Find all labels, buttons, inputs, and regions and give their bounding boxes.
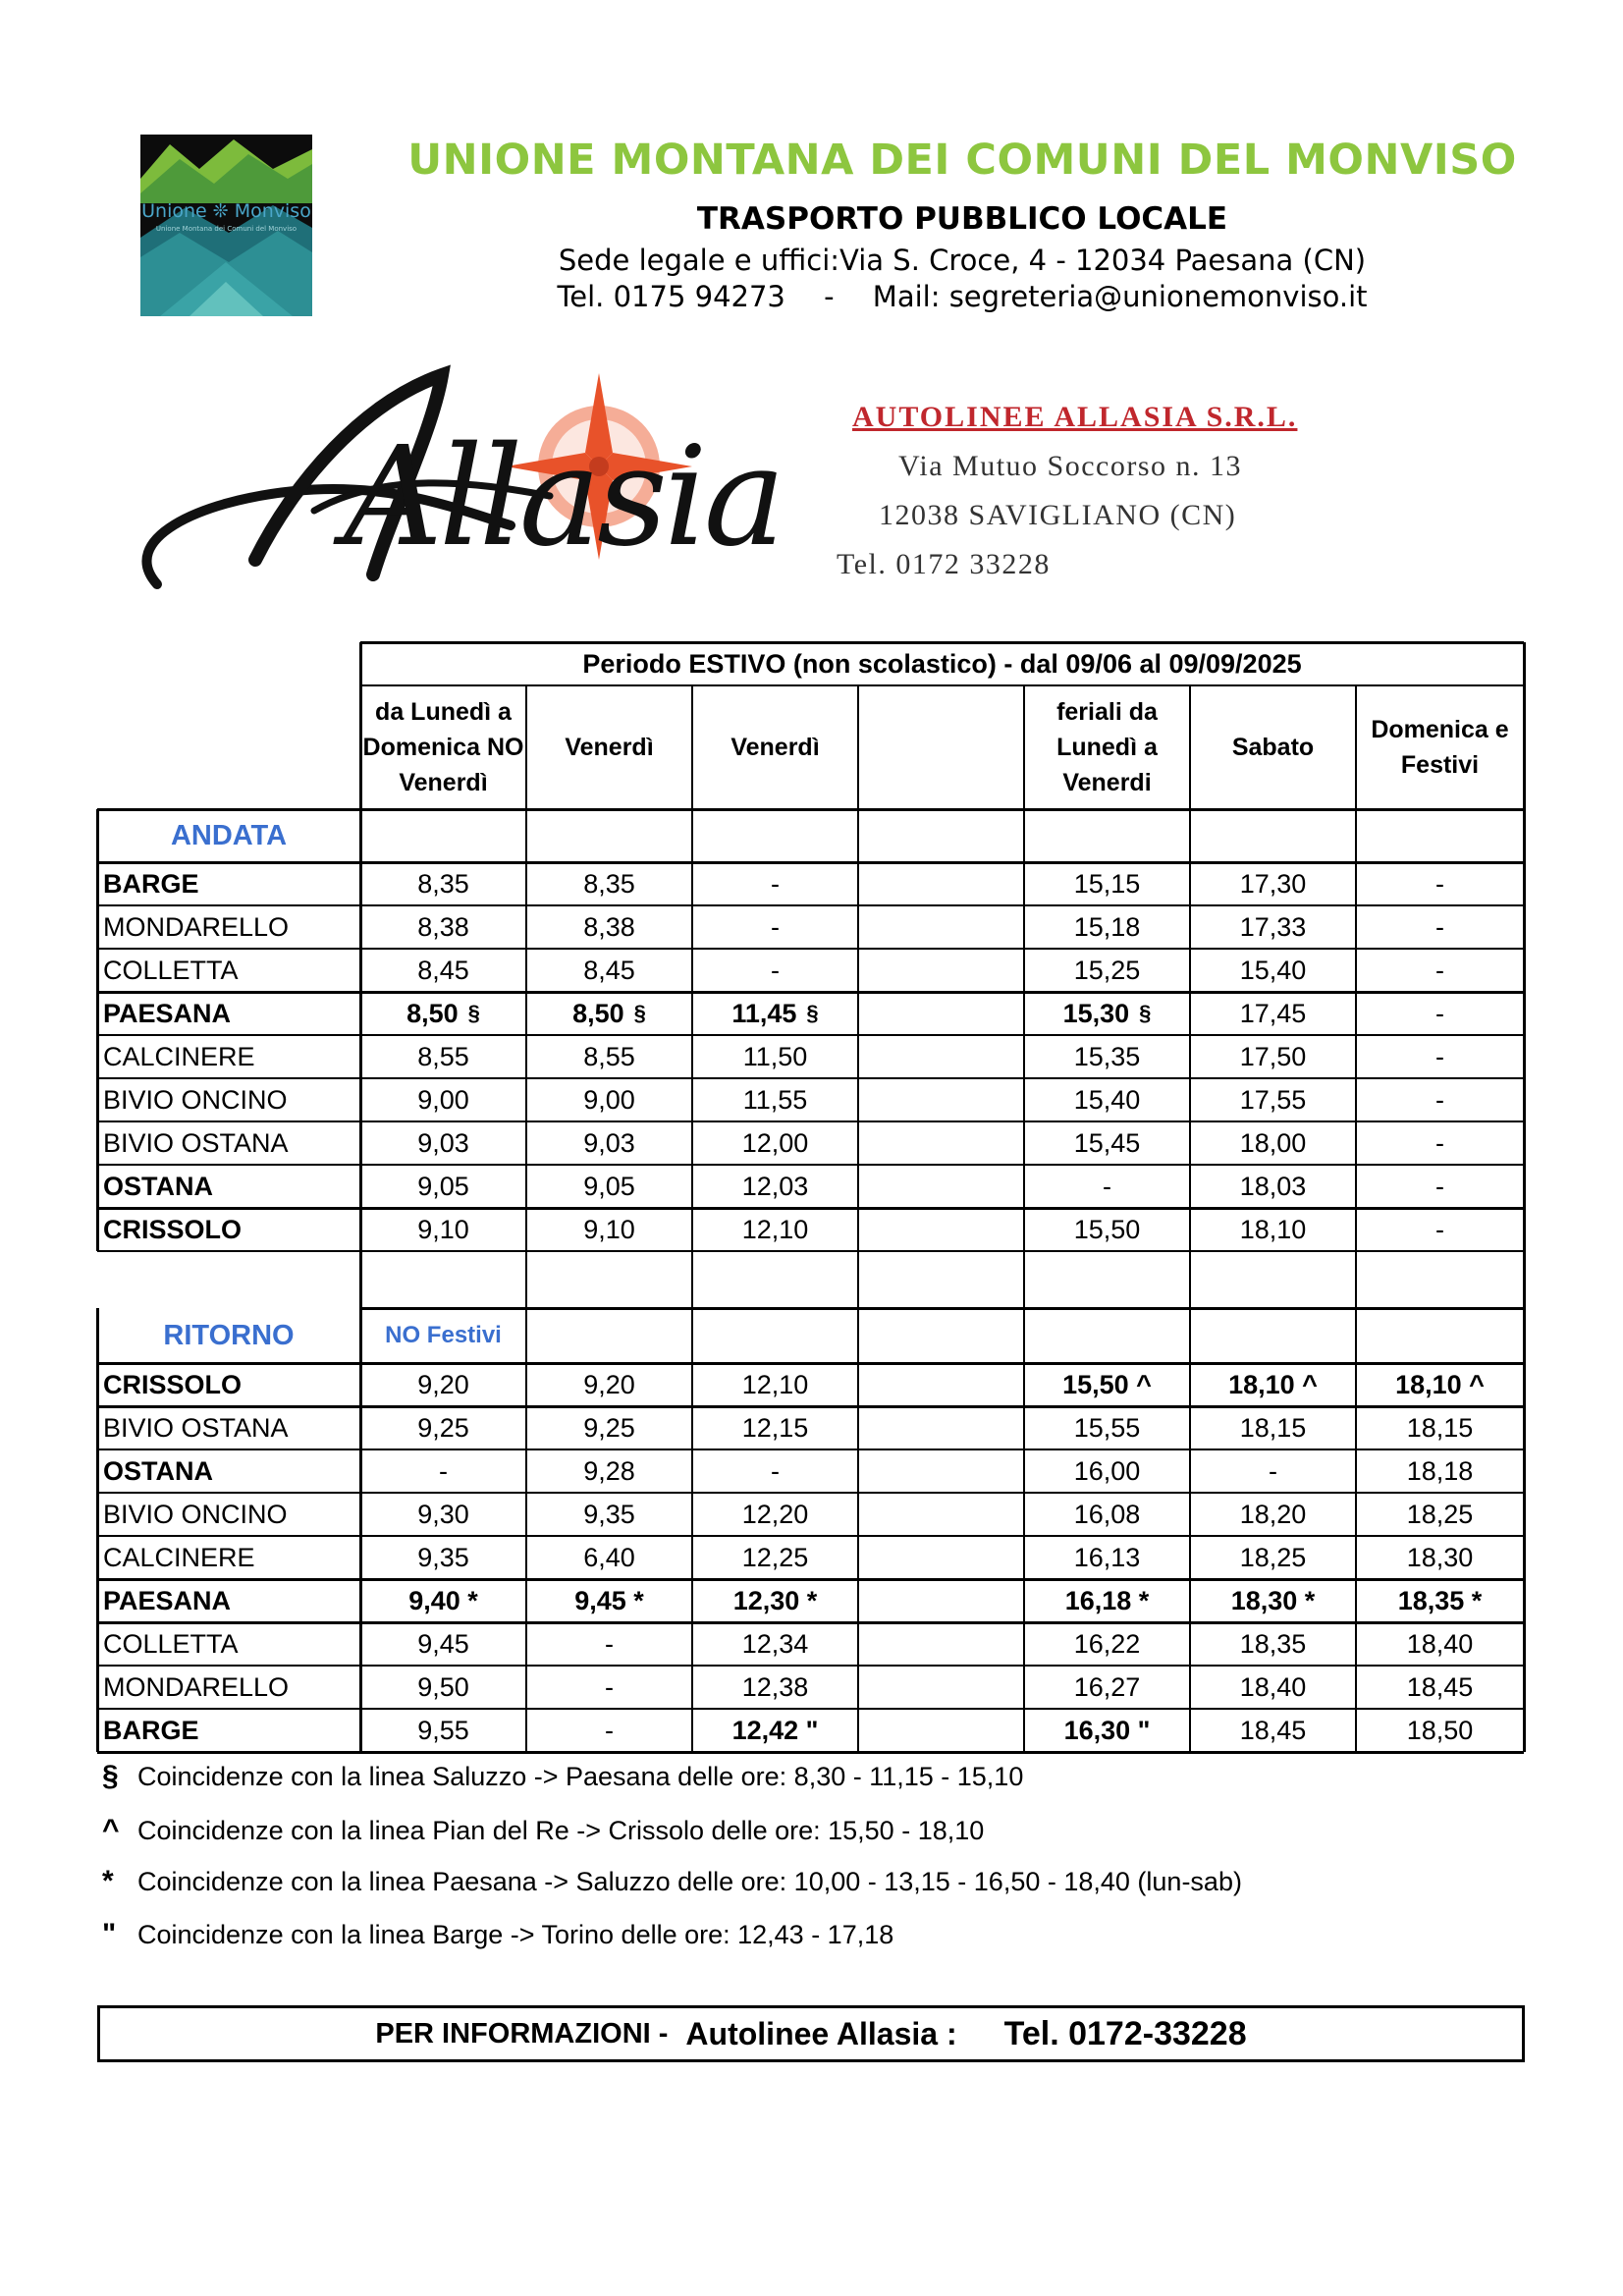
time-cell: 15,15 [1073,868,1141,899]
allasia-tel: Tel. 0172 33228 [837,548,1051,580]
time-cell: 8,50 § [406,998,480,1028]
stop-name: OSTANA [103,1455,213,1486]
time-cell: 9,03 [417,1127,469,1158]
time-cell: 17,50 [1239,1041,1307,1071]
time-cell: 9,05 [417,1171,469,1201]
time-cell: 9,55 [417,1715,469,1745]
time-cell: 15,18 [1073,911,1141,942]
time-cell: 9,10 [583,1214,635,1244]
time-cell [858,1165,1024,1208]
time-cell: 18,30 [1406,1542,1474,1572]
time-cell [858,1579,1024,1622]
grid-line [525,685,527,1752]
time-cell: 16,13 [1073,1542,1141,1572]
time-cell: 16,08 [1073,1499,1141,1529]
stop-name: BIVIO OSTANA [103,1127,289,1158]
time-cell [858,1622,1024,1666]
time-cell: - [1435,998,1444,1028]
stop-name: MONDARELLO [103,1671,290,1702]
time-cell: 18,25 [1239,1542,1307,1572]
time-cell: - [1103,1171,1111,1201]
time-cell: 18,15 [1406,1412,1474,1443]
time-cell: - [605,1715,614,1745]
time-cell: 12,20 [741,1499,809,1529]
org-mail[interactable]: Mail: segreteria@unionemonviso.it [872,280,1368,313]
time-cell: - [1435,1214,1444,1244]
allasia-company: AUTOLINEE ALLASIA S.R.L. [852,401,1298,433]
time-cell: 15,40 [1239,955,1307,985]
time-cell: 15,40 [1073,1084,1141,1115]
coincidence-mark: § [633,1001,646,1025]
time-cell [858,1536,1024,1579]
time-cell: 12,15 [741,1412,809,1443]
time-cell: 17,33 [1239,911,1307,942]
time-cell: 8,50 § [572,998,646,1028]
stop-name: BARGE [103,868,199,899]
time-cell: 18,15 [1239,1412,1307,1443]
time-cell: 9,25 [583,1412,635,1443]
stop-name: BIVIO OSTANA [103,1412,289,1443]
time-cell: 18,35 * [1397,1585,1483,1615]
time-cell: - [1435,955,1444,985]
time-cell: 9,10 [417,1214,469,1244]
time-cell [858,992,1024,1035]
stop-name: CALCINERE [103,1542,255,1572]
info-company: Autolinee Allasia : [685,2015,957,2051]
time-cell: 9,20 [583,1369,635,1399]
time-cell: 9,00 [583,1084,635,1115]
period-header: Periodo ESTIVO (non scolastico) - dal 09/06 al 09/09/2025 [582,648,1302,679]
time-cell: 16,18 * [1064,1585,1150,1615]
time-cell: 9,35 [417,1542,469,1572]
time-cell: 18,25 [1406,1499,1474,1529]
allasia-city: 12038 SAVIGLIANO (CN) [879,499,1237,531]
time-cell: 12,30 * [732,1585,818,1615]
time-cell: - [605,1671,614,1702]
logo-text: Unione ❊ Monviso [141,200,311,222]
time-cell: 16,30 " [1063,1715,1151,1745]
info-tel: Tel. 0172-33228 [1003,2014,1247,2052]
time-cell: 16,27 [1073,1671,1141,1702]
time-cell: 18,40 [1239,1671,1307,1702]
stop-name: PAESANA [103,998,232,1028]
grid-line [1523,642,1526,1752]
column-header: da Lunedì a Domenica NO Venerdì [362,698,524,796]
time-cell: 18,45 [1406,1671,1474,1702]
time-cell: - [771,868,780,899]
grid-line [97,1250,1524,1252]
grid-line [96,809,99,1251]
time-cell: 9,45 * [574,1585,644,1615]
time-cell: 17,30 [1239,868,1307,899]
ritorno-note: NO Festivi [385,1322,502,1348]
info-label: PER INFORMAZIONI - [375,2017,669,2050]
grid-line [691,685,693,1752]
time-cell: 12,42 " [731,1715,819,1745]
time-cell [858,862,1024,905]
stop-name: COLLETTA [103,955,239,985]
time-cell: 9,25 [417,1412,469,1443]
time-cell: - [605,1628,614,1659]
time-cell: 18,18 [1406,1455,1474,1486]
time-cell: 8,55 [417,1041,469,1071]
time-cell: 9,30 [417,1499,469,1529]
time-cell: 18,10 ^ [1228,1369,1318,1399]
time-cell: 8,35 [583,868,635,899]
time-cell: - [1435,1171,1444,1201]
time-cell: 12,10 [741,1214,809,1244]
time-cell: 18,50 [1406,1715,1474,1745]
time-cell [858,949,1024,992]
time-cell [858,1406,1024,1449]
stop-name: CRISSOLO [103,1369,243,1399]
stop-name: COLLETTA [103,1628,239,1659]
time-cell: 8,38 [583,911,635,942]
time-cell: 9,00 [417,1084,469,1115]
time-cell: 12,03 [741,1171,809,1201]
time-cell: 12,38 [741,1671,809,1702]
note-mark: " [102,1918,117,1950]
time-cell [858,905,1024,949]
time-cell: - [439,1455,448,1486]
time-cell: 15,30 § [1062,998,1152,1028]
time-cell: 18,35 [1239,1628,1307,1659]
section-label-ritorno: RITORNO [163,1319,295,1351]
stop-name: CRISSOLO [103,1214,243,1244]
time-cell: - [1435,911,1444,942]
column-header: feriali da Lunedì a Venerdi [1056,698,1158,796]
time-cell [858,1493,1024,1536]
time-cell: 8,35 [417,868,469,899]
time-cell: 15,45 [1073,1127,1141,1158]
time-cell: 11,50 [742,1041,808,1071]
note-line [102,1865,1242,1898]
allasia-street: Via Mutuo Soccorso n. 13 [898,450,1243,482]
time-cell: 12,10 [741,1369,809,1399]
time-cell: 9,35 [583,1499,635,1529]
time-cell: 18,03 [1239,1171,1307,1201]
time-cell: 11,55 [742,1084,808,1115]
time-cell: 9,28 [583,1455,635,1486]
org-address: Sede legale e uffici:Via S. Croce, 4 - 12034 Paesana (CN) [558,244,1367,277]
time-cell: 8,45 [583,955,635,985]
time-cell: - [771,955,780,985]
time-cell: 18,10 ^ [1395,1369,1485,1399]
time-cell: 15,55 [1073,1412,1141,1443]
note-text: Coincidenze con la linea Saluzzo -> Paesana delle ore: 8,30 - 11,15 - 15,10 [137,1762,1024,1791]
column-header: Venerdì [565,734,654,761]
column-header: Venerdì [730,734,820,761]
time-cell: 9,45 [417,1628,469,1659]
note-line [102,1814,984,1847]
time-cell: 12,25 [741,1542,809,1572]
time-cell: - [1435,1041,1444,1071]
time-cell: 9,05 [583,1171,635,1201]
time-cell: 11,45 § [731,998,819,1028]
coincidence-mark: § [806,1001,819,1025]
time-cell: 8,45 [417,955,469,985]
time-cell: 16,22 [1073,1628,1141,1659]
org-contacts [334,280,1591,313]
time-cell: 9,40 * [408,1585,478,1615]
time-cell: 12,00 [741,1127,809,1158]
note-text: Coincidenze con la linea Paesana -> Saluzzo delle ore: 10,00 - 13,15 - 16,50 - 18,40 (lun-sab) [137,1867,1242,1896]
time-cell: 18,00 [1239,1127,1307,1158]
time-cell [858,1035,1024,1078]
stop-name: MONDARELLO [103,911,290,942]
note-line [102,1918,893,1951]
coincidence-mark: § [1139,1001,1152,1025]
time-cell: 9,50 [417,1671,469,1702]
time-cell [858,1709,1024,1752]
time-cell: 17,55 [1239,1084,1307,1115]
time-cell: 8,38 [417,911,469,942]
time-cell: - [771,1455,780,1486]
time-cell: 15,25 [1073,955,1141,985]
time-cell: - [1435,1127,1444,1158]
grid-line [359,642,362,1752]
time-cell: 9,03 [583,1127,635,1158]
time-cell: 16,00 [1073,1455,1141,1486]
time-cell: 15,50 ^ [1062,1369,1152,1399]
grid-line [1189,685,1191,1752]
org-phone: Tel. 0175 94273 [557,280,785,313]
time-cell: 18,40 [1406,1628,1474,1659]
coincidence-mark: § [467,1001,480,1025]
note-text: Coincidenze con la linea Barge -> Torino delle ore: 12,43 - 17,18 [137,1920,894,1949]
grid-line [1355,685,1357,1752]
time-cell [858,1208,1024,1251]
grid-line [360,1307,1524,1310]
time-cell: 15,35 [1073,1041,1141,1071]
time-cell: 18,30 * [1230,1585,1316,1615]
unione-monviso-logo [140,135,312,316]
grid-line [1023,685,1025,1752]
time-cell: - [771,911,780,942]
time-cell: 18,20 [1239,1499,1307,1529]
time-cell: 6,40 [583,1542,635,1572]
stop-name: CALCINERE [103,1041,255,1071]
time-cell: - [1435,868,1444,899]
org-subtitle: TRASPORTO PUBBLICO LOCALE [696,201,1228,237]
time-cell: - [1269,1455,1277,1486]
time-cell: 8,55 [583,1041,635,1071]
column-header: Domenica e Festivi [1371,716,1509,779]
time-cell [858,1666,1024,1709]
org-title: UNIONE MONTANA DEI COMUNI DEL MONVISO [407,136,1517,185]
logo-subtext: Unione Montana dei Comuni del Monviso [155,225,298,233]
note-mark: * [102,1865,114,1897]
grid-line [96,1308,99,1752]
stop-name: PAESANA [103,1585,232,1615]
note-line [102,1760,1023,1793]
info-text [97,2005,1525,2062]
note-mark: ^ [102,1814,120,1846]
stop-name: BARGE [103,1715,199,1745]
time-cell [858,1449,1024,1493]
column-header: Sabato [1231,734,1315,761]
time-cell: 12,34 [741,1628,809,1659]
note-mark: § [102,1760,119,1792]
column-header [858,685,1024,809]
grid-line [97,1751,1524,1754]
time-cell: 9,20 [417,1369,469,1399]
stop-name: BIVIO ONCINO [103,1084,288,1115]
time-cell: 18,10 [1239,1214,1307,1244]
allasia-script-name: Allasia [344,417,783,577]
time-cell: 18,45 [1239,1715,1307,1745]
time-cell [858,1121,1024,1165]
section-label-andata: ANDATA [170,819,288,851]
time-cell: 17,45 [1239,998,1307,1028]
time-cell [858,1363,1024,1406]
stop-name: OSTANA [103,1171,213,1201]
contact-separator: - [824,280,835,313]
time-cell [858,1078,1024,1121]
stop-name: BIVIO ONCINO [103,1499,288,1529]
time-cell: 15,50 [1073,1214,1141,1244]
grid-line [857,685,859,1752]
time-cell: - [1435,1084,1444,1115]
note-text: Coincidenze con la linea Pian del Re -> Crissolo delle ore: 15,50 - 18,10 [137,1816,985,1845]
